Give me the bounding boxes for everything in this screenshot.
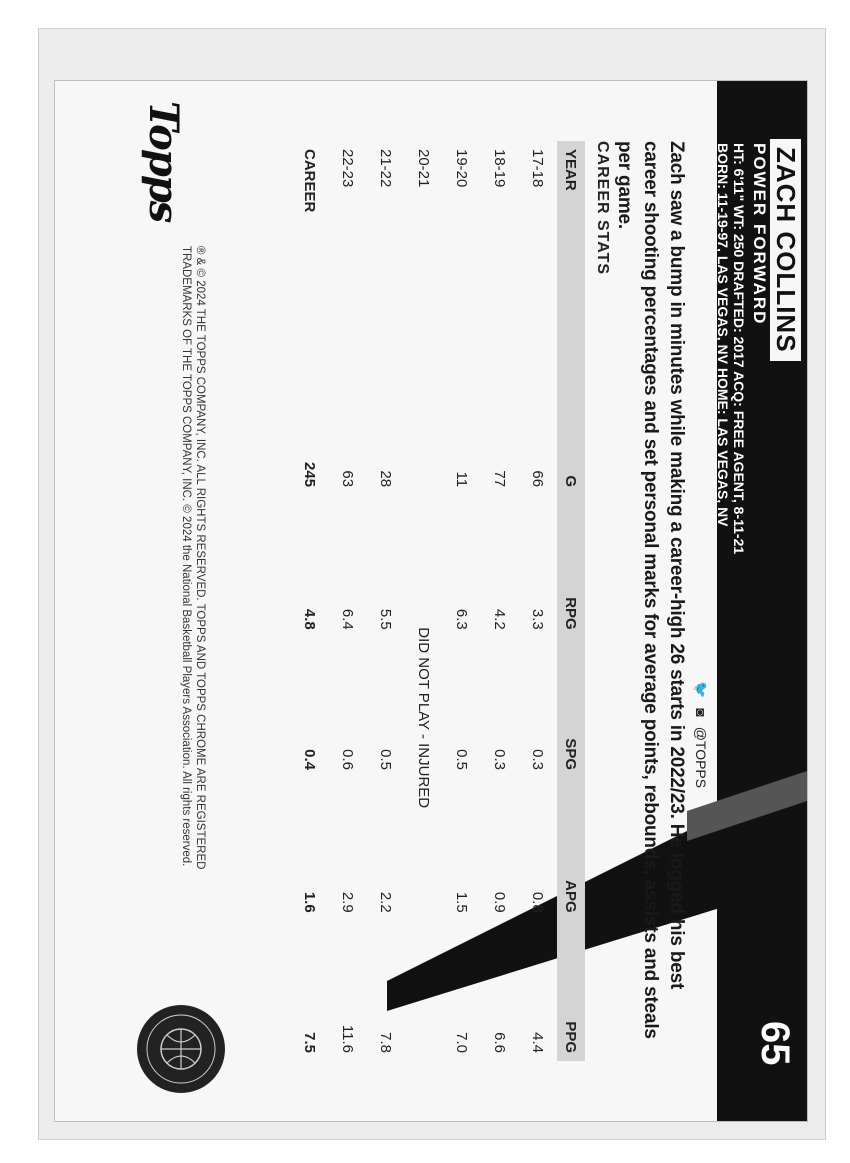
- trading-card-back: [54, 80, 808, 1122]
- stats-cell: 11: [453, 471, 471, 488]
- stats-cell: 7.0: [453, 1032, 471, 1053]
- stats-cell: 2.2: [377, 891, 395, 913]
- stats-cell: 17-18: [529, 149, 547, 188]
- stats-cell: 22-23: [339, 149, 357, 188]
- stats-header: G: [557, 374, 585, 495]
- stats-career-row: [291, 141, 329, 1061]
- stats-cell: 0.3: [491, 749, 509, 770]
- stats-cell: 3.3: [529, 608, 547, 630]
- stats-cell: 4.2: [491, 608, 509, 630]
- stats-cell: 6.6: [491, 1032, 509, 1053]
- stats-header-row: [557, 141, 585, 1061]
- stats-cell: 0.9: [491, 891, 509, 913]
- stats-header: RPG: [557, 495, 585, 638]
- twitter-icon: 🐦: [693, 681, 709, 699]
- stats-cell: 28: [377, 470, 395, 488]
- stats-cell: 4.4: [529, 1032, 547, 1053]
- player-info-line-2: BORN: 11-19-97, LAS VEGAS, NV HOME: LAS VEGAS, NV: [715, 143, 731, 527]
- stats-row: [443, 141, 481, 1061]
- stats-cell: 0.4: [301, 749, 319, 770]
- instagram-icon: ◙: [693, 708, 709, 717]
- stats-cell: 4.8: [301, 608, 319, 630]
- stats-cell: 0.5: [453, 749, 471, 770]
- stats-cell: 7.5: [301, 1032, 319, 1053]
- stats-cell: 245: [301, 462, 319, 488]
- stats-cell: 11.6: [339, 1024, 357, 1053]
- stats-cell: 66: [529, 470, 547, 488]
- social-handles: [692, 681, 709, 794]
- social-handle-text: @TOPPS: [693, 726, 709, 789]
- stats-header: YEAR: [557, 141, 585, 374]
- player-bio: Zach saw a bump in minutes while making a career-high 26 starts in 2022/23. He logged his best career shooting percentages and set personal marks for average points, rebounds, assists and steals per game.: [614, 141, 687, 1039]
- stats-header: SPG: [557, 638, 585, 778]
- stats-cell: 0.3: [529, 749, 547, 770]
- stats-title: CAREER STATS: [594, 141, 611, 276]
- stats-cell: 7.8: [377, 1032, 395, 1053]
- stats-cell: 77: [491, 470, 509, 488]
- stats-cell: 20-21: [415, 149, 433, 188]
- stats-cell: 63: [339, 470, 357, 488]
- topps-logo: Topps: [140, 101, 187, 222]
- career-stats-table: [291, 141, 585, 1061]
- stats-cell: 1.5: [453, 891, 471, 913]
- player-info-line-1: HT: 6'11" WT: 250 DRAFTED: 2017 ACQ: FREE AGENT, 8-11-21: [731, 143, 747, 555]
- stats-row: [519, 141, 557, 1061]
- stats-cell: CAREER: [301, 149, 319, 213]
- stats-cell: 5.5: [377, 608, 395, 630]
- stats-cell: 21-22: [377, 149, 395, 188]
- legal-line-1: ® & © 2024 THE TOPPS COMPANY, INC. ALL RIGHTS RESERVED. TOPPS AND TOPPS CHROME ARE REGISTERED: [194, 246, 206, 870]
- card-number: 65: [753, 1021, 797, 1066]
- stats-cell: 18-19: [491, 149, 509, 188]
- stats-cell: 0.8: [529, 891, 547, 913]
- stats-row: [329, 141, 367, 1061]
- legal-line-2: TRADEMARKS OF THE TOPPS COMPANY, INC. © 2024 the National Basketball Players Association. All rights reserved.: [180, 246, 192, 867]
- stats-cell: 2.9: [339, 891, 357, 913]
- stats-header: APG: [557, 778, 585, 921]
- player-position: POWER FORWARD: [750, 143, 769, 326]
- stats-cell: 19-20: [453, 149, 471, 188]
- stats-cell: 0.6: [339, 749, 357, 770]
- stats-header: PPG: [557, 921, 585, 1061]
- player-name: ZACH COLLINS: [770, 139, 801, 361]
- legal-text: [179, 246, 207, 966]
- card-content: [55, 81, 807, 1121]
- stats-row: [405, 141, 443, 1061]
- stats-row: [481, 141, 519, 1061]
- stats-cell: 6.3: [453, 608, 471, 630]
- stats-cell: 1.6: [301, 891, 319, 913]
- stats-row: [367, 141, 405, 1061]
- did-not-play-note: DID NOT PLAY - INJURED: [415, 627, 433, 809]
- nbpa-seal-icon: [135, 1003, 227, 1095]
- stats-cell: 0.5: [377, 749, 395, 770]
- stats-cell: 6.4: [339, 608, 357, 630]
